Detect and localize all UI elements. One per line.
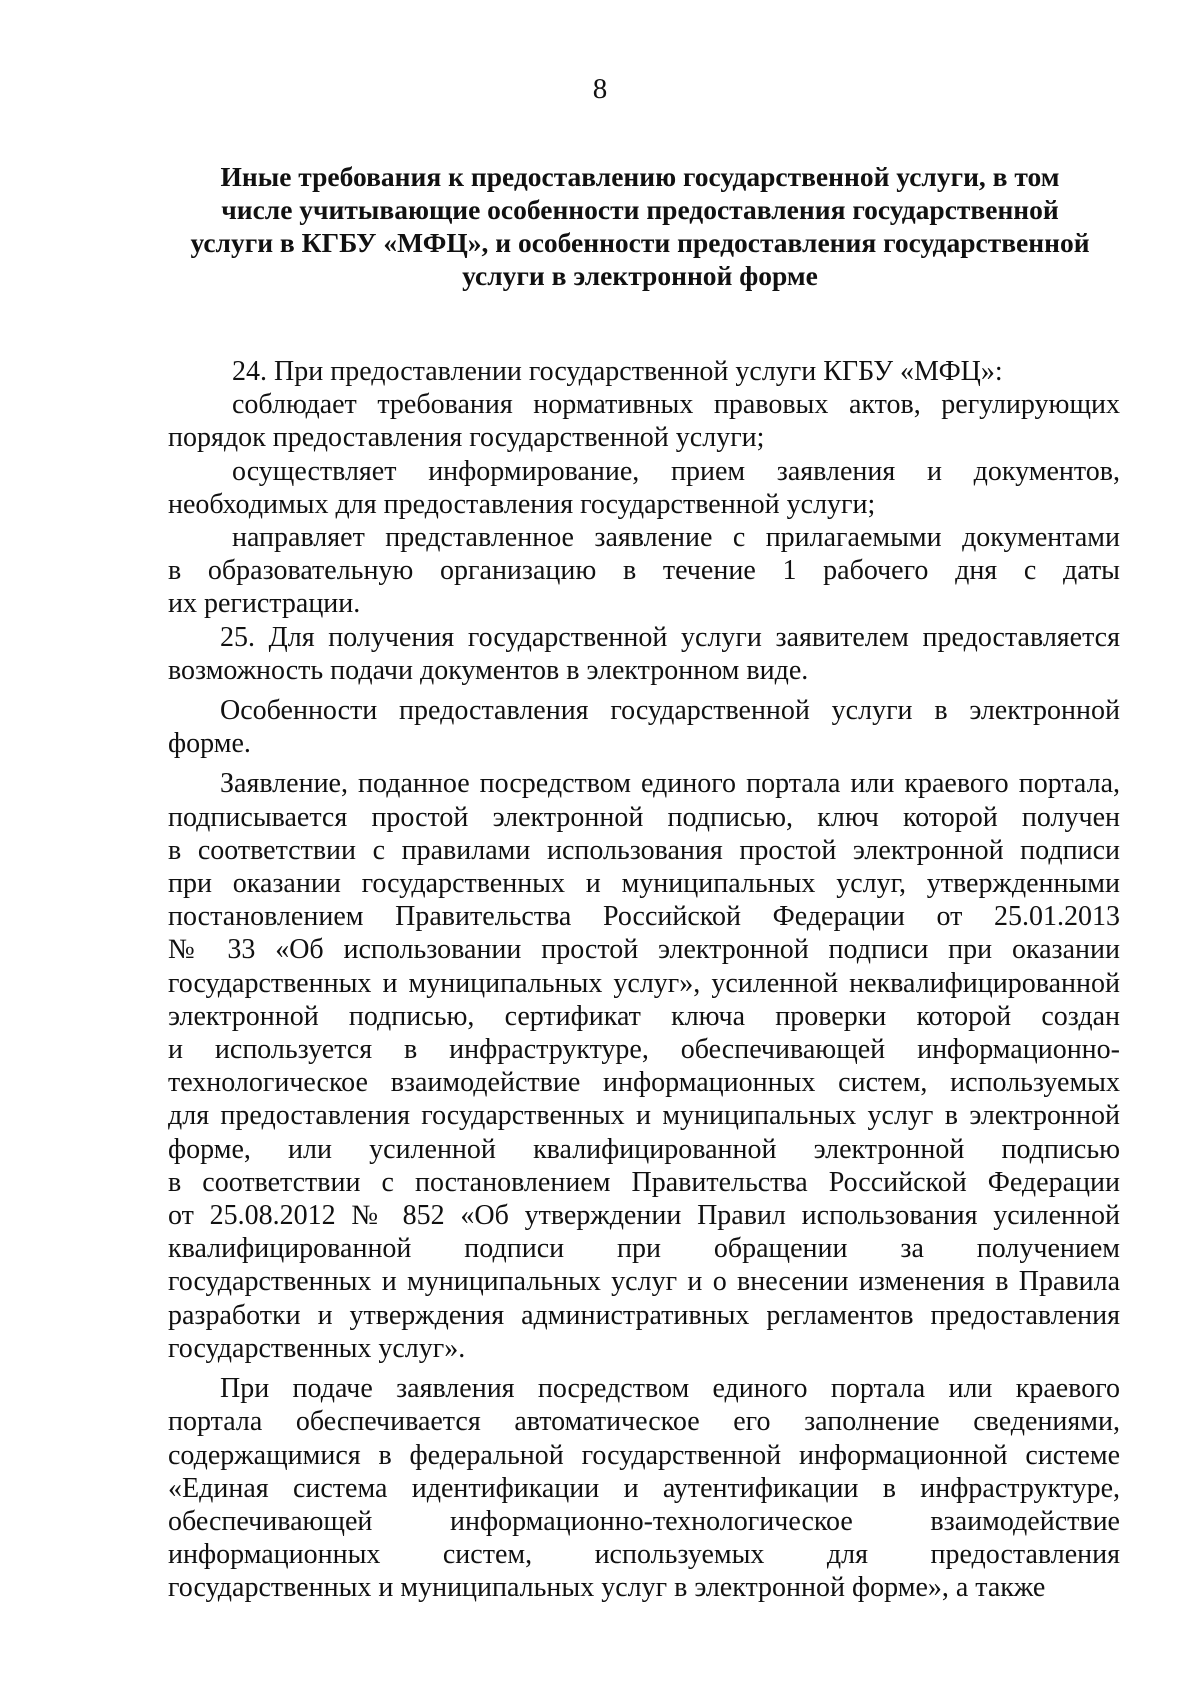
paragraph-line: в образовательную организацию в течение 1 рабочего дня с даты	[168, 555, 1120, 587]
paragraph-line: государственных услуг».	[168, 1332, 466, 1364]
document-body	[168, 355, 1120, 1605]
paragraph-line: государственных и муниципальных услуг», усиленной неквалифицированной	[168, 967, 1120, 999]
paragraph-line: информационных систем, используемых для предоставления	[168, 1539, 1120, 1571]
section-heading	[150, 160, 1130, 292]
paragraph-line: для предоставления государственных и муниципальных услуг в электронной	[168, 1100, 1120, 1132]
paragraph-line: подписывается простой электронной подписью, ключ которой получен	[168, 801, 1120, 833]
paragraph-line: направляет представленное заявление с прилагаемыми документами	[232, 522, 1120, 554]
paragraph-line: форме, или усиленной квалифицированной электронной подписью	[168, 1133, 1120, 1165]
paragraph-line: от 25.08.2012 № 852 «Об утверждении Правил использования усиленной	[168, 1200, 1120, 1232]
paragraph-line: возможность подачи документов в электронном виде.	[168, 654, 809, 686]
heading-line: услуги в электронной форме	[462, 260, 818, 291]
paragraph-line: государственных и муниципальных услуг в электронной форме», а также	[168, 1572, 1046, 1604]
paragraph-line: портала обеспечивается автоматическое его заполнение сведениями,	[168, 1406, 1120, 1438]
paragraph-line: разработки и утверждения административных регламентов предоставления	[168, 1299, 1120, 1331]
paragraph-line: осуществляет информирование, прием заявления и документов,	[232, 455, 1120, 487]
paragraph	[168, 767, 1120, 1365]
paragraph	[168, 521, 1120, 621]
paragraph-line: Заявление, поданное посредством единого портала или краевого портала,	[220, 768, 1120, 800]
paragraph	[168, 1372, 1120, 1604]
paragraph-line: в соответствии с правилами использования простой электронной подписи	[168, 834, 1120, 866]
page-number: 8	[592, 73, 608, 105]
paragraph-line: необходимых для предоставления государственной услуги;	[168, 488, 876, 520]
paragraph	[168, 694, 1120, 760]
paragraph-line: технологическое взаимодействие информационных систем, используемых	[168, 1067, 1120, 1099]
paragraph-line: при оказании государственных и муниципальных услуг, утвержденными	[168, 868, 1120, 900]
paragraph-line: Особенности предоставления государственной услуги в электронной	[220, 695, 1120, 727]
paragraph-line: № 33 «Об использовании простой электронной подписи при оказании	[168, 934, 1120, 966]
heading-line: Иные требования к предоставлению государственной услуги, в том	[220, 161, 1060, 192]
paragraph-line: электронной подписью, сертификат ключа проверки которой создан	[168, 1000, 1120, 1032]
paragraph-line: квалифицированной подписи при обращении за получением	[168, 1233, 1120, 1265]
paragraph-line: 24. При предоставлении государственной услуги КГБУ «МФЦ»:	[232, 356, 1003, 387]
paragraph	[168, 621, 1120, 687]
paragraph-line: их регистрации.	[168, 588, 361, 620]
paragraph-line: соблюдает требования нормативных правовых актов, регулирующих	[232, 389, 1120, 421]
paragraph-line: 25. Для получения государственной услуги заявителем предоставляется	[220, 621, 1120, 653]
paragraph	[168, 355, 1120, 388]
paragraph-line: порядок предоставления государственной услуги;	[168, 422, 765, 454]
paragraph	[168, 388, 1120, 454]
paragraph-line: форме.	[168, 728, 251, 760]
paragraph-line: При подаче заявления посредством единого портала или краевого	[220, 1373, 1120, 1405]
paragraph-line: государственных и муниципальных услуг и о внесении изменения в Правила	[168, 1266, 1120, 1298]
paragraph-line: в соответствии с постановлением Правительства Российской Федерации	[168, 1166, 1120, 1198]
paragraph-line: и используется в инфраструктуре, обеспечивающей информационно-	[168, 1034, 1120, 1066]
paragraph-line: «Единая система идентификации и аутентификации в инфраструктуре,	[168, 1472, 1120, 1504]
paragraph	[168, 455, 1120, 521]
heading-line: числе учитывающие особенности предоставления государственной	[221, 194, 1059, 225]
paragraph-line: содержащимися в федеральной государственной информационной системе	[168, 1439, 1120, 1471]
heading-line: услуги в КГБУ «МФЦ», и особенности предоставления государственной	[190, 227, 1090, 258]
paragraph-line: постановлением Правительства Российской Федерации от 25.01.2013	[168, 901, 1120, 933]
paragraph-line: обеспечивающей информационно-технологическое взаимодействие	[168, 1505, 1120, 1537]
